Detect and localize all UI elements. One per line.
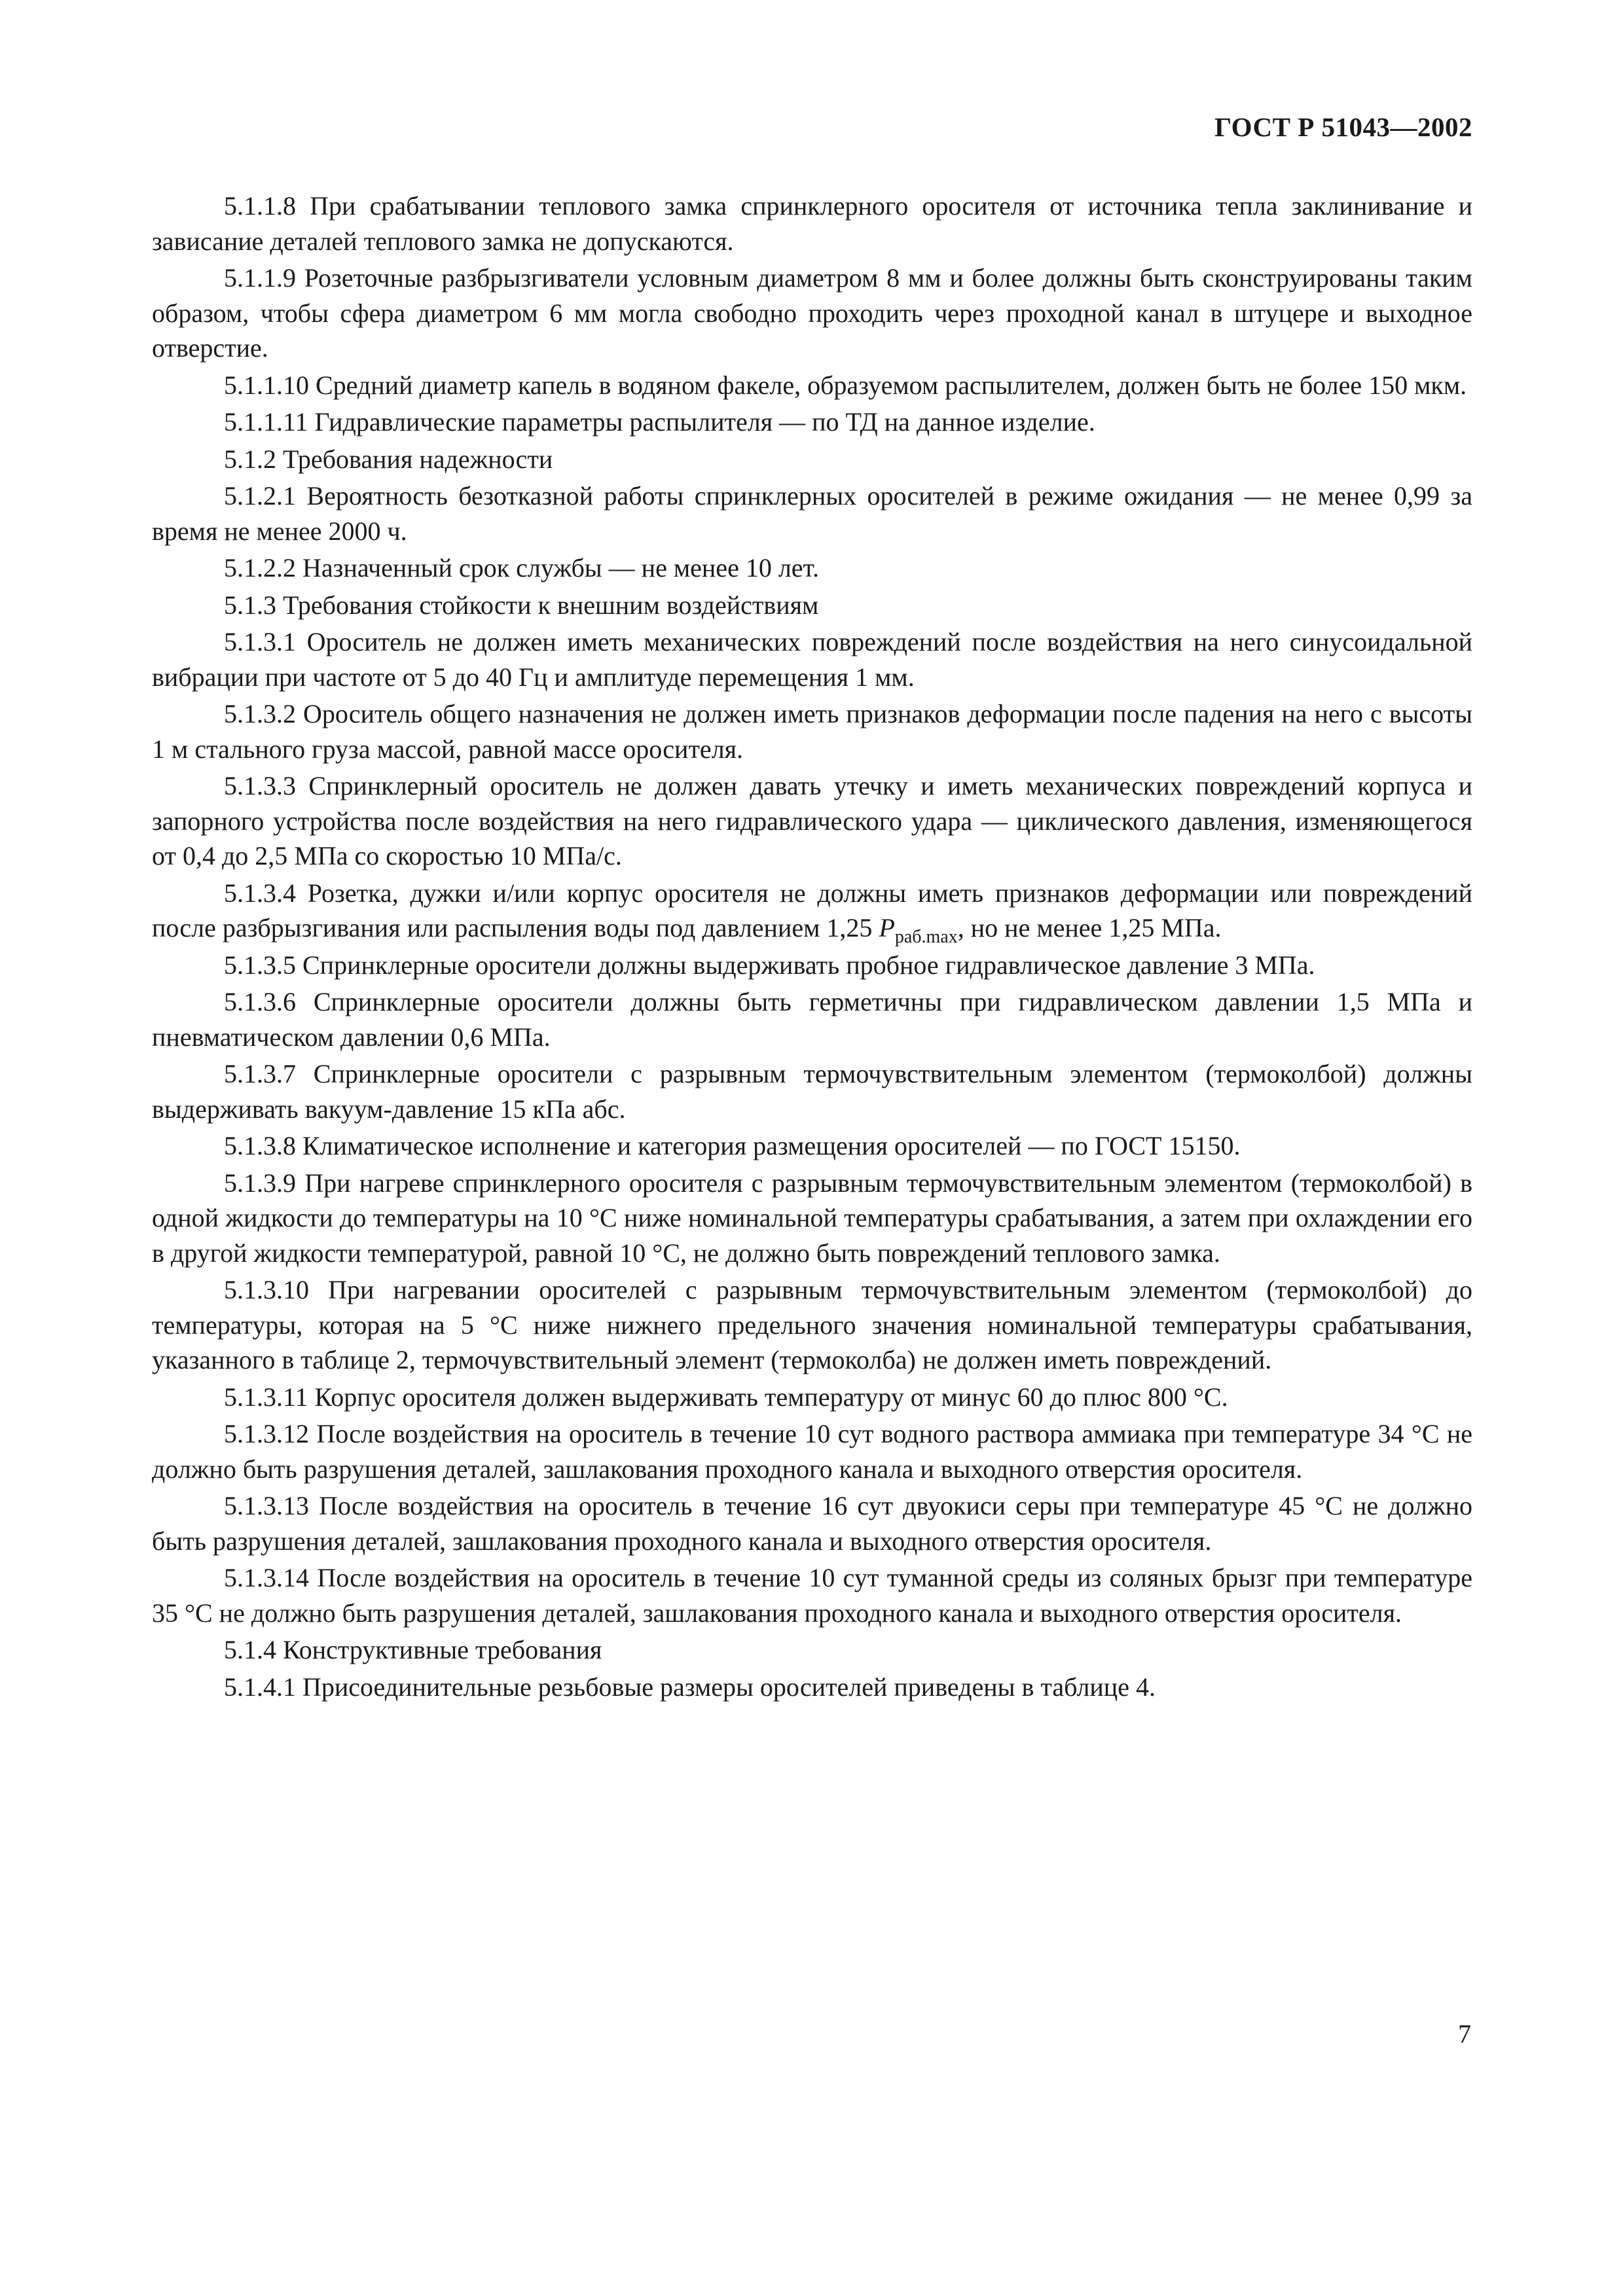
pressure-subscript: раб.max [894, 927, 958, 947]
paragraph-number: 5.1.3.7 [224, 1059, 296, 1088]
paragraph-number: 5.1.2.2 [224, 553, 296, 583]
paragraph-5-1-3-8 [152, 1128, 1472, 1164]
section-heading-5-1-2 [152, 442, 1472, 477]
paragraph-5-1-1-10 [152, 368, 1472, 403]
paragraph-5-1-3-11 [152, 1380, 1472, 1415]
section-number: 5.1.3 [224, 590, 276, 620]
section-number: 5.1.4 [224, 1635, 276, 1664]
paragraph-number: 5.1.3.1 [224, 627, 296, 656]
paragraph-number: 5.1.4.1 [224, 1672, 296, 1702]
paragraph-number: 5.1.3.9 [224, 1168, 296, 1198]
paragraph-number: 5.1.3.13 [224, 1491, 309, 1520]
paragraph-number: 5.1.3.2 [224, 699, 296, 728]
paragraph-number: 5.1.3.14 [224, 1563, 309, 1592]
pressure-symbol: P [879, 913, 895, 942]
paragraph-text: Корпус оросителя должен выдерживать температуру от минус 60 до плюс 800 °С. [314, 1382, 1228, 1412]
paragraph-5-1-3-4 [152, 876, 1472, 946]
paragraph-5-1-1-11 [152, 404, 1472, 440]
document-body [152, 188, 1472, 1706]
paragraph-text: Климатическое исполнение и категория размещения оросителей — по ГОСТ 15150. [302, 1131, 1241, 1160]
paragraph-text-continued: , но не менее 1,25 МПа. [957, 913, 1222, 942]
paragraph-5-1-3-10 [152, 1272, 1472, 1378]
paragraph-5-1-3-2 [152, 696, 1472, 766]
paragraph-text: Средний диаметр капель в водяном факеле, образуемом распылителем, должен быть не более 150 мкм. [316, 370, 1467, 400]
paragraph-5-1-2-1 [152, 478, 1472, 548]
paragraph-number: 5.1.1.11 [224, 407, 308, 437]
paragraph-5-1-3-3 [152, 768, 1472, 874]
paragraph-text: Вероятность безотказной работы спринклерных оросителей в режиме ожидания — не менее 0,99 за время не менее 2000 ч. [152, 481, 1473, 546]
paragraph-text: Розетка, дужки и/или корпус оросителя не должны иметь признаков деформации или повреждений после разбрызгивания или распыления воды под давлением 1,25 [152, 878, 1473, 942]
paragraph-text: Спринклерный ороситель не должен давать утечку и иметь механических повреждений корпуса и запорного устройства после воздействия на него гидравлического удара — циклического давления, изменяющегося от 0,4 до 2,5 МПа со скоростью 10 МПа/с. [152, 771, 1473, 870]
section-heading-5-1-3 [152, 588, 1472, 623]
paragraph-5-1-4-1 [152, 1670, 1472, 1705]
document-header: ГОСТ Р 51043—2002 [1214, 112, 1472, 142]
section-heading-5-1-4 [152, 1632, 1472, 1668]
section-title: Требования надежности [283, 444, 553, 474]
paragraph-text: Присоединительные резьбовые размеры оросителей приведены в таблице 4. [302, 1672, 1156, 1702]
paragraph-5-1-3-9 [152, 1166, 1472, 1271]
paragraph-text: Гидравлические параметры распылителя — по ТД на данное изделие. [314, 407, 1095, 437]
paragraph-number: 5.1.3.8 [224, 1131, 296, 1160]
section-number: 5.1.2 [224, 444, 276, 474]
paragraph-5-1-3-13 [152, 1488, 1472, 1558]
paragraph-number: 5.1.1.8 [224, 191, 296, 221]
paragraph-number: 5.1.3.10 [224, 1275, 309, 1304]
paragraph-5-1-3-6 [152, 984, 1472, 1054]
paragraph-5-1-3-1 [152, 624, 1472, 694]
paragraph-number: 5.1.3.3 [224, 771, 296, 800]
paragraph-5-1-3-7 [152, 1056, 1472, 1126]
paragraph-5-1-1-9 [152, 260, 1472, 366]
paragraph-5-1-3-14 [152, 1560, 1472, 1630]
paragraph-number: 5.1.3.12 [224, 1419, 309, 1448]
section-title: Конструктивные требования [283, 1635, 602, 1664]
paragraph-text: После воздействия на ороситель в течение 10 сут туманной среды из соляных брызг при температуре 35 °С не должно быть разрушения деталей, зашлакования проходного канала и выходного отверстия оросителя. [152, 1563, 1472, 1628]
paragraph-text: Спринклерные оросители должны выдерживать пробное гидравлическое давление 3 МПа. [302, 950, 1315, 980]
paragraph-text: При срабатывании теплового замка спринклерного оросителя от источника тепла заклинивание и зависание деталей теплового замка не допускаются. [152, 191, 1472, 256]
paragraph-text: Ороситель общего назначения не должен иметь признаков деформации после падения на него с высоты 1 м стального груза массой, равной массе оросителя. [152, 699, 1473, 764]
paragraph-number: 5.1.2.1 [224, 481, 296, 511]
paragraph-text: При нагревании оросителей с разрывным термочувствительным элементом (термоколбой) до температуры, которая на 5 °С ниже нижнего предельного значения номинальной температуры срабатывания, указанного в таблице 2, термочувствительный элемент (термоколба) не должен иметь повреждений. [152, 1275, 1472, 1374]
paragraph-5-1-3-5 [152, 948, 1472, 983]
paragraph-text: Ороситель не должен иметь механических повреждений после воздействия на него синусоидальной вибрации при частоте от 5 до 40 Гц и амплитуде перемещения 1 мм. [152, 627, 1473, 692]
paragraph-text: После воздействия на ороситель в течение 16 сут двуокиси серы при температуре 45 °С не должно быть разрушения деталей, зашлакования проходного канала и выходного отверстия оросителя. [152, 1491, 1473, 1556]
paragraph-5-1-1-8 [152, 188, 1472, 259]
paragraph-text: После воздействия на ороситель в течение 10 сут водного раствора аммиака при температуре 34 °С не должно быть разрушения деталей, зашлакования проходного канала и выходного отверстия оросителя. [152, 1419, 1473, 1484]
paragraph-number: 5.1.3.6 [224, 987, 296, 1016]
paragraph-number: 5.1.1.10 [224, 370, 309, 400]
page-number: 7 [1458, 2019, 1471, 2049]
paragraph-text: При нагреве спринклерного оросителя с разрывным термочувствительным элементом (термоколбой) в одной жидкости до температуры на 10 °С ниже номинальной температуры срабатывания, а затем при охлаждении его в другой жидкости температурой, равной 10 °С, не должно быть повреждений теплового замка. [152, 1168, 1472, 1268]
paragraph-text: Спринклерные оросители должны быть герметичны при гидравлическом давлении 1,5 МПа и пневматическом давлении 0,6 МПа. [152, 987, 1472, 1052]
paragraph-text: Назначенный срок службы — не менее 10 лет. [302, 553, 820, 583]
paragraph-number: 5.1.3.11 [224, 1382, 308, 1412]
paragraph-text: Спринклерные оросители с разрывным термочувствительным элементом (термоколбой) должны выдерживать вакуум-давление 15 кПа абс. [152, 1059, 1472, 1124]
paragraph-5-1-3-12 [152, 1416, 1472, 1486]
paragraph-5-1-2-2 [152, 550, 1472, 586]
paragraph-number: 5.1.3.4 [224, 878, 296, 908]
section-title: Требования стойкости к внешним воздействиям [283, 590, 819, 620]
paragraph-number: 5.1.3.5 [224, 950, 296, 980]
paragraph-number: 5.1.1.9 [224, 263, 296, 293]
paragraph-text: Розеточные разбрызгиватели условным диаметром 8 мм и более должны быть сконструированы таким образом, чтобы сфера диаметром 6 мм могла свободно проходить через проходной канал в штуцере и выходное отверстие. [152, 263, 1472, 363]
